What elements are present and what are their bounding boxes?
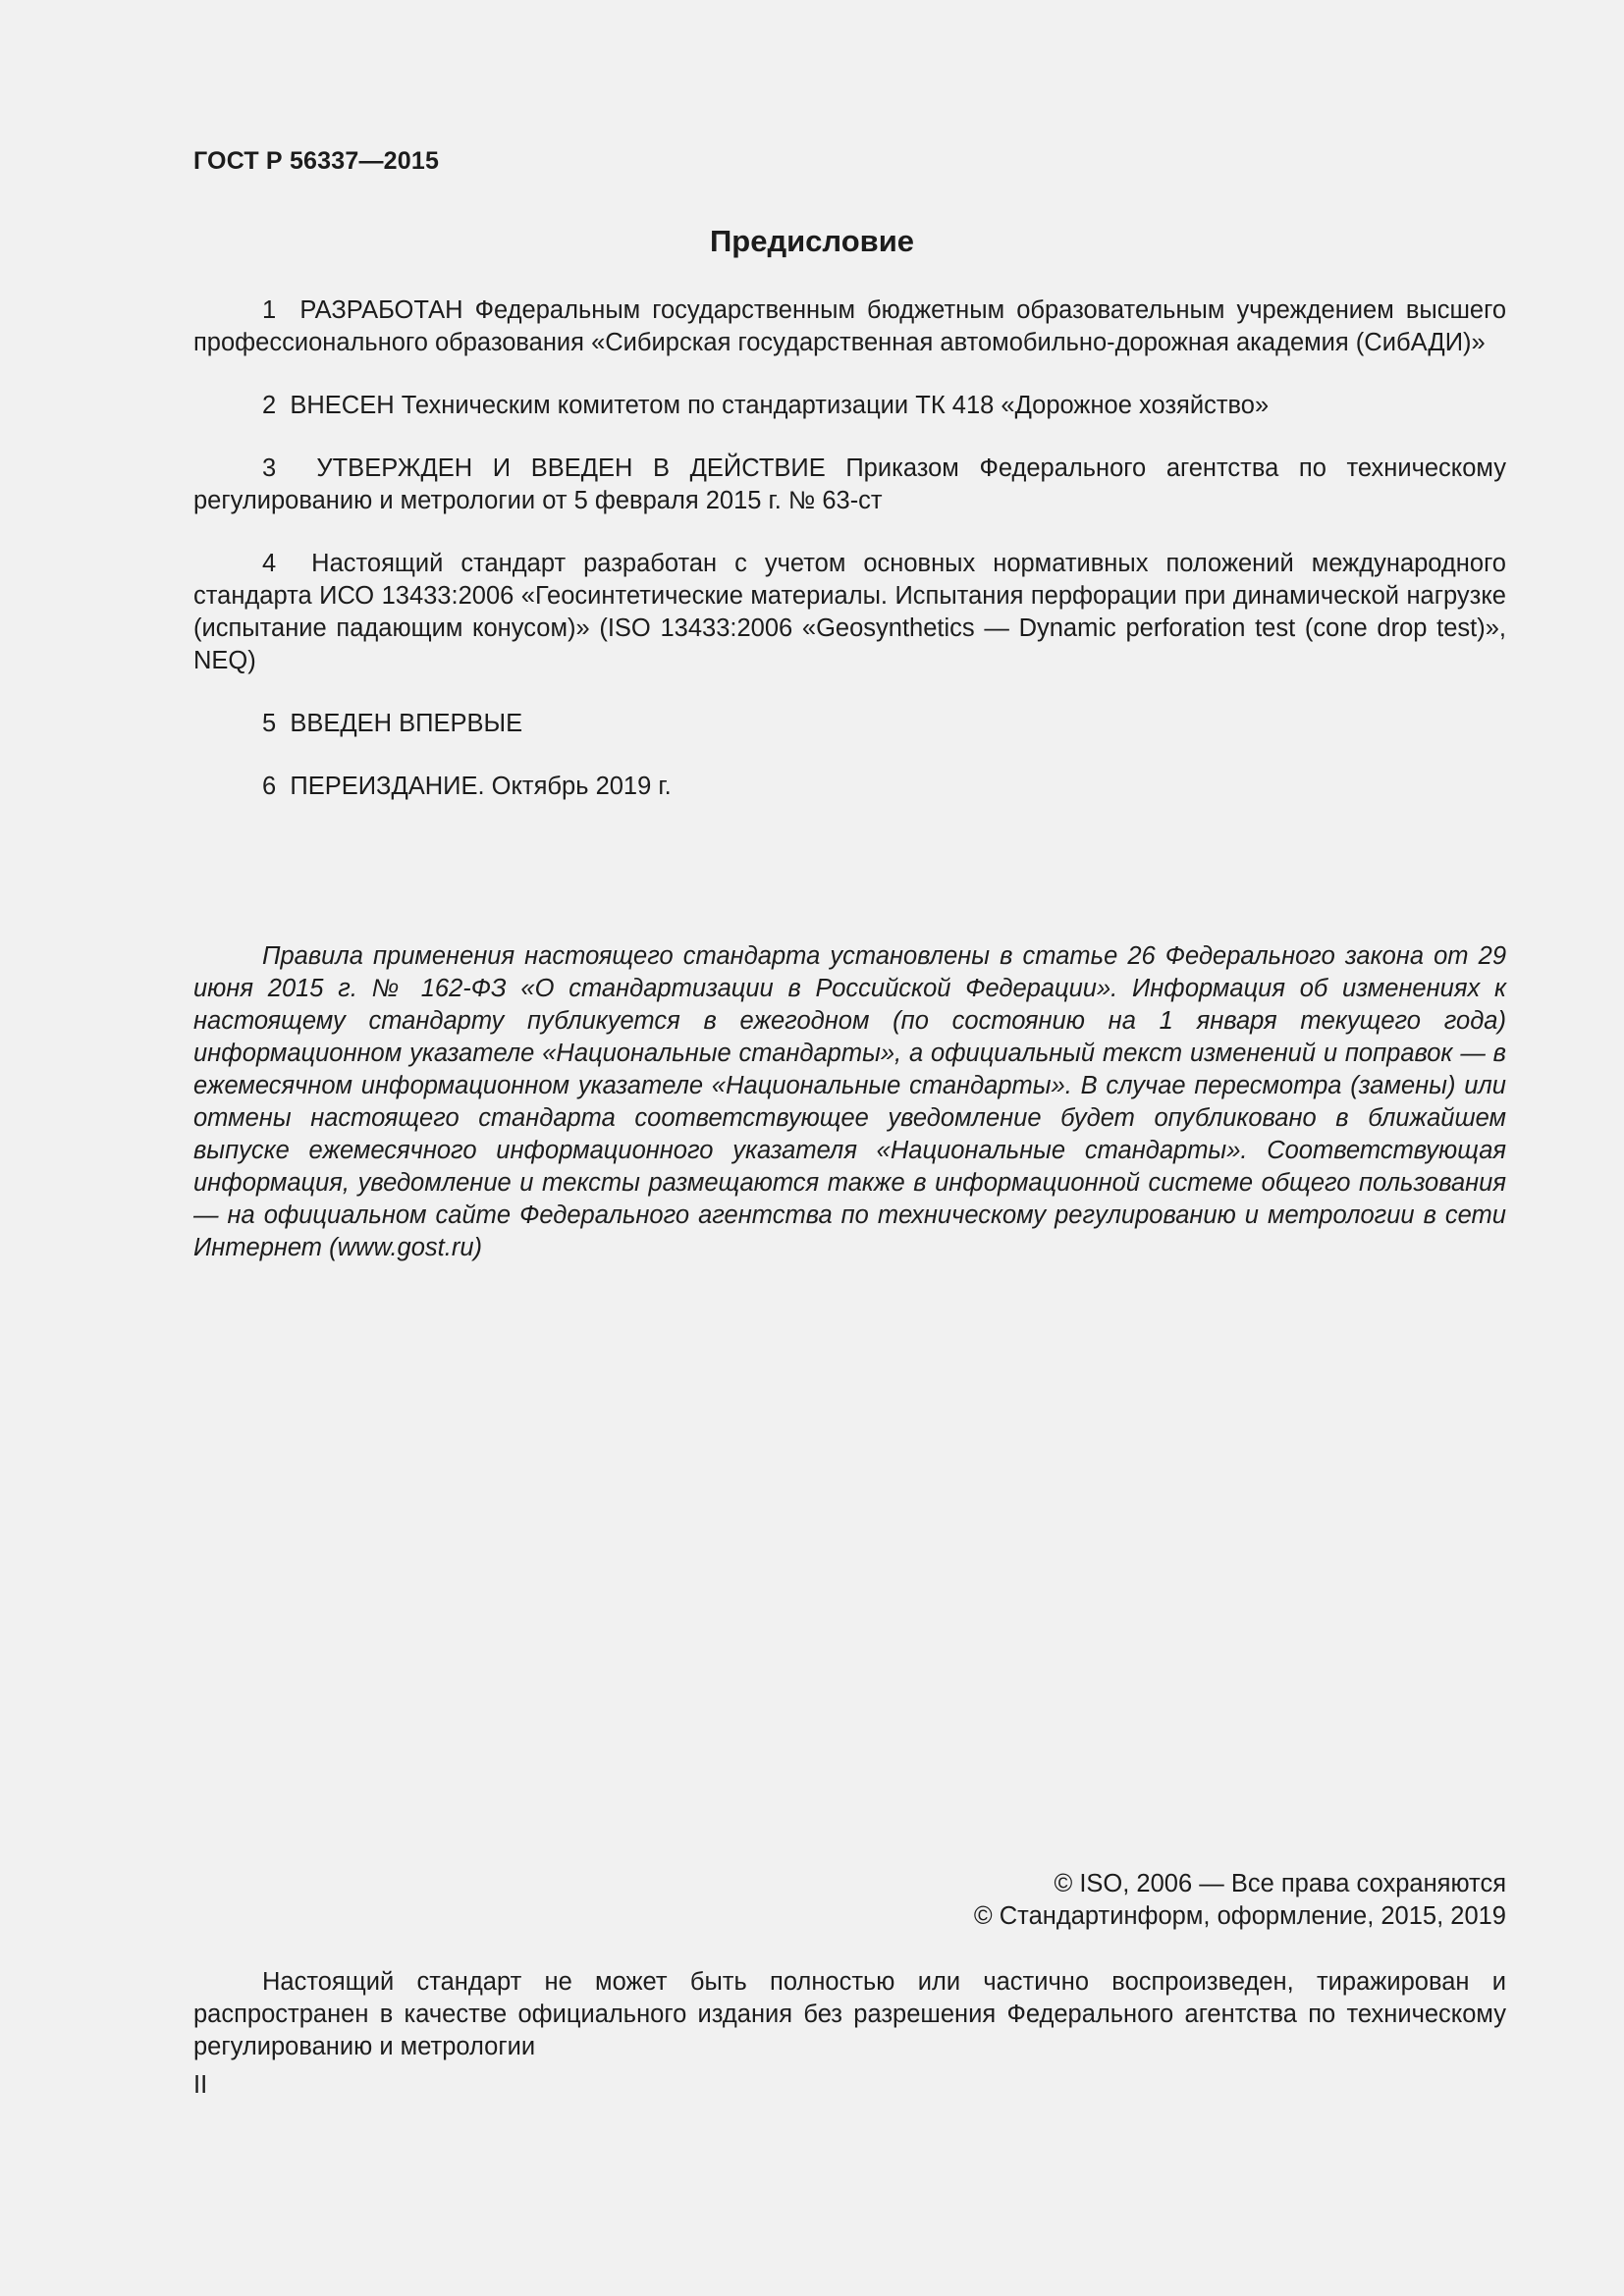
page-number: II	[193, 2071, 208, 2099]
preface-list	[193, 294, 1506, 803]
item-number: 1	[262, 296, 277, 324]
item-text: ВВЕДЕН ВПЕРВЫЕ	[290, 710, 523, 737]
preface-item-5	[193, 708, 1506, 740]
item-text: ПЕРЕИЗДАНИЕ. Октябрь 2019 г.	[290, 773, 672, 800]
item-text: УТВЕРЖДЕН И ВВЕДЕН В ДЕЙСТВИЕ Приказом Федерального агентства по техническому регулированию и метрологии от 5 февраля 2015 г. № 63-ст	[193, 454, 1506, 514]
item-text: РАЗРАБОТАН Федеральным государственным бюджетным образовательным учреждением высшего профессионального образования «Сибирская государственная автомобильно-дорожная академия (СибАДИ)»	[193, 296, 1507, 356]
item-text: ВНЕСЕН Техническим комитетом по стандартизации ТК 418 «Дорожное хозяйство»	[290, 392, 1270, 419]
reproduction-notice: Настоящий стандарт не может быть полностью или частично воспроизведен, тиражирован и распространен в качестве официального издания без разрешения Федерального агентства по техническому регулированию и метрологии	[193, 1968, 1506, 2060]
item-number: 6	[262, 773, 277, 800]
page-title: Предисловие	[709, 224, 914, 258]
preface-item-4	[193, 548, 1506, 677]
preface-item-6	[193, 771, 1506, 803]
item-number: 2	[262, 392, 277, 419]
copyright-iso: © ISO, 2006 — Все права сохраняются	[1054, 1870, 1506, 1897]
item-number: 4	[262, 550, 277, 577]
copyright-standartinform: © Стандартинформ, оформление, 2015, 2019	[973, 1902, 1506, 1930]
item-number: 3	[262, 454, 277, 482]
preface-item-1	[193, 294, 1506, 359]
item-text: Настоящий стандарт разработан с учетом основных нормативных положений международного стандарта ИСО 13433:2006 «Геосинтетические материалы. Испытания перфорации при динамической нагрузке (испытание падающим конусом)» (ISO 13433:2006 «Geosynthetics — Dynamic perforation test (cone drop test)», NEQ)	[193, 550, 1506, 674]
preface-item-3	[193, 453, 1506, 517]
copyright-block	[974, 1868, 1506, 1933]
preface-item-2	[193, 390, 1506, 422]
item-number: 5	[262, 710, 277, 737]
document-code: ГОСТ Р 56337—2015	[193, 147, 440, 175]
application-rules-note: Правила применения настоящего стандарта установлены в статье 26 Федерального закона от 29 июня 2015 г. № 162-ФЗ «О стандартизации в Российской Федерации». Информация об изменениях к настоящему стандарту публикуется в ежегодном (по состоянию на 1 января текущего года) информационном указателе «Национальные стандарты», а официальный текст изменений и поправок — в ежемесячном информационном указателе «Национальные стандарты». В случае пересмотра (замены) или отмены настоящего стандарта соответствующее уведомление будет опубликовано в ближайшем выпуске ежемесячного информационного указателя «Национальные стандарты». Соответствующая информация, уведомление и тексты размещаются также в информационной системе общего пользования — на официальном сайте Федерального агентства по техническому регулированию и метрологии в сети Интернет (www.gost.ru)	[193, 942, 1506, 1261]
